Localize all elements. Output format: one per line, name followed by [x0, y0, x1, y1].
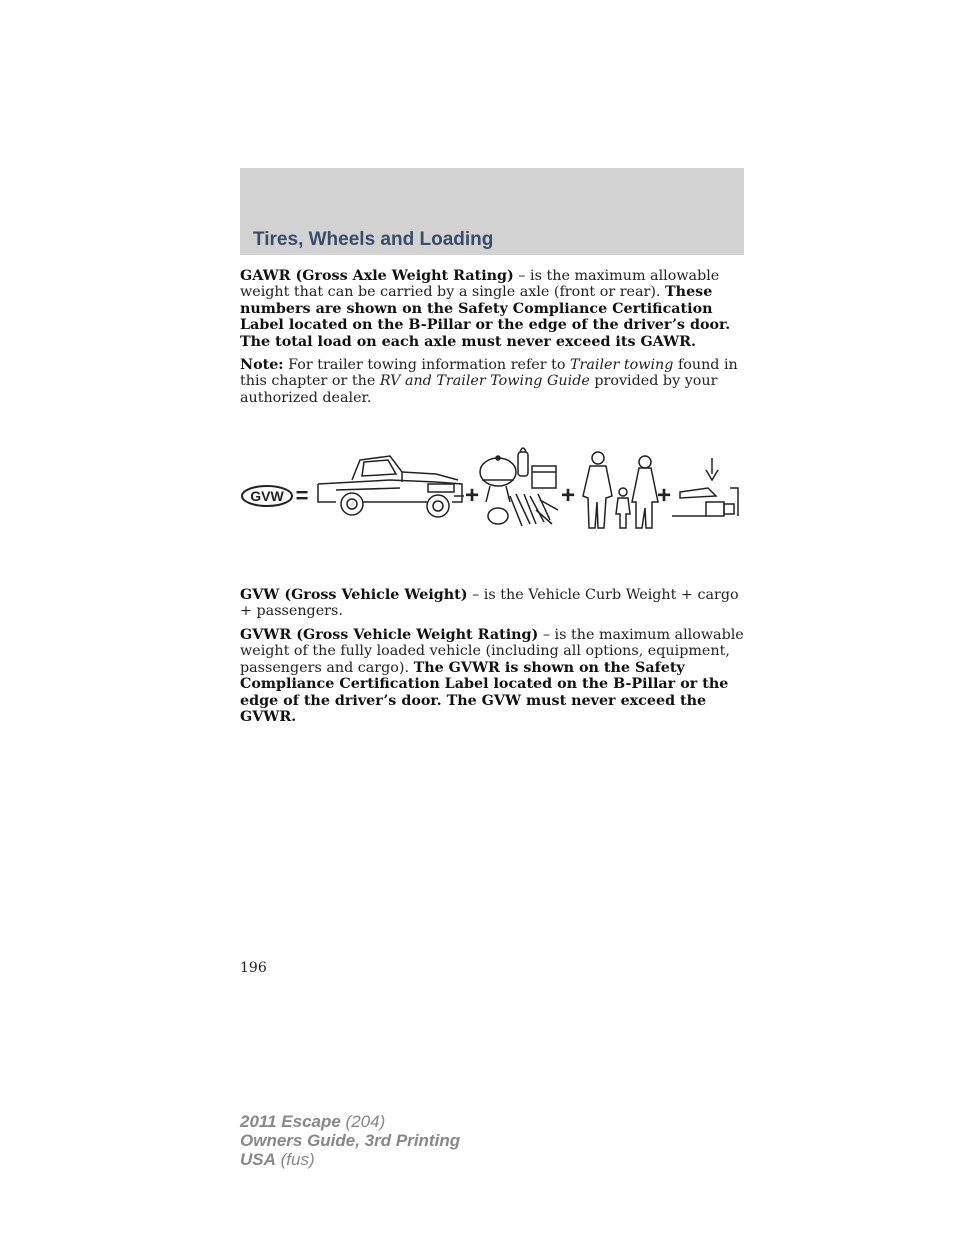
footer-line-2: [240, 1131, 460, 1150]
cargo-icon: [480, 448, 558, 526]
gvw-term: GVW (Gross Vehicle Weight): [240, 587, 468, 603]
plus-sign-1: +: [464, 482, 480, 509]
gvw-illustration: [240, 440, 744, 536]
footer-printing: Owners Guide, 3rd Printing: [240, 1131, 461, 1150]
note-ref-trailer-towing: Trailer towing: [570, 357, 674, 373]
equals-sign: =: [295, 483, 309, 508]
footer-model-code: (204): [340, 1112, 386, 1131]
footer-model: 2011 Escape: [240, 1112, 341, 1131]
gvw-definition: – is the Vehicle Curb Weight + cargo + passengers.: [240, 587, 739, 620]
plus-sign-3: +: [656, 482, 672, 509]
gvwr-term: GVWR (Gross Vehicle Weight Rating): [240, 627, 539, 643]
gvw-paragraph: [240, 587, 744, 620]
note-paragraph: [240, 357, 744, 406]
gvwr-definition: – is the maximum allowable weight of the fully loaded vehicle (including all options, equipment, passengers and cargo).: [240, 627, 744, 676]
gawr-warning: These numbers are shown on the Safety Compliance Certification Label located on the B-Pillar or the edge of the driver’s door. The total load on each axle must never exceed its GAWR.: [240, 284, 731, 350]
gvw-badge: [242, 486, 292, 506]
section-title: Tires, Wheels and Loading: [253, 229, 494, 250]
gawr-definition: – is the maximum allowable weight that can be carried by a single axle (front or rear).: [240, 268, 720, 301]
footer-market: USA: [240, 1150, 276, 1169]
note-text-1: For trailer towing information refer to: [283, 357, 571, 373]
note-text-3: provided by your authorized dealer.: [240, 373, 718, 406]
note-ref-towing-guide: RV and Trailer Towing Guide: [379, 373, 590, 390]
pickup-truck-icon: [318, 456, 464, 517]
note-label: Note:: [240, 357, 284, 373]
gawr-term: GAWR (Gross Axle Weight Rating): [240, 268, 514, 284]
footer-line-1: [240, 1112, 460, 1131]
footer-market-code: (fus): [275, 1150, 315, 1169]
footer-line-3: [240, 1150, 460, 1169]
gawr-paragraph: [240, 268, 744, 350]
gvwr-paragraph: [240, 627, 744, 725]
gvw-badge-label: GVW: [250, 488, 284, 504]
document-footer: [240, 1112, 460, 1169]
page-number: 196: [240, 960, 267, 976]
tongue-weight-icon: [672, 458, 738, 516]
plus-sign-2: +: [560, 482, 576, 509]
gvwr-warning: The GVWR is shown on the Safety Compliance Certification Label located on the B-Pillar or the edge of the driver’s door. The GVW must never exceed the GVWR.: [240, 659, 729, 726]
section-header-band: [240, 168, 744, 255]
note-text-2: found in this chapter or the: [240, 357, 738, 390]
passengers-icon: [583, 452, 658, 528]
